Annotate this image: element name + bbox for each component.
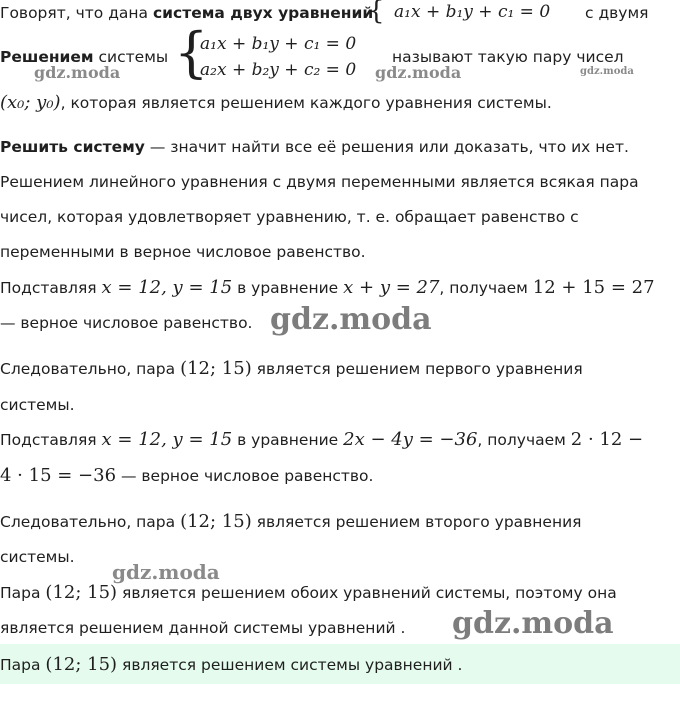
definition-text-2: , которая является решением каждого уравнения системы. [60,94,552,112]
text: Подставляя [0,431,102,449]
solve-text: — значит найти все её решения или доказать, что их нет. [144,138,629,156]
conclusion-2-end: системы. [0,548,75,566]
answer-line [0,654,462,675]
intro-line [0,4,373,22]
math: x = 12, y = 15 [101,277,233,298]
solve-definition [0,138,629,156]
text: , получаем [439,279,533,297]
text: является решением первого уравнения [251,360,583,378]
text: в уравнение [232,279,344,297]
math: 4 · 15 = −36 [0,465,117,486]
intro-bold: система двух уравнений [152,4,374,22]
system-brace-top: { [368,0,385,26]
math: (12; 15) [180,511,252,532]
math: 12 + 15 = 27 [532,277,655,298]
watermark-logo: gdz.moda [452,606,614,641]
watermark-logo: gdz.moda [375,63,462,82]
text: является решением второго уравнения [251,513,582,531]
text: в уравнение [232,431,344,449]
math: 2 · 12 − [570,429,644,450]
substitution-result-1: — верное числовое равенство. [0,314,253,332]
text: — верное числовое равенство. [116,467,374,485]
definition-line-2 [0,92,552,113]
system-equation-1: a₁x + b₁y + c₁ = 0 [200,34,357,54]
watermark-logo: gdz.moda [34,63,121,82]
text: , получаем [477,431,571,449]
paragraph-line: чисел, которая удовлетворяет уравнению, т. е. обращает равенство с [0,208,579,226]
intro-prefix: Говорят, что дана [0,4,153,22]
math: 2x − 4y = −36 [343,429,478,450]
math: (12; 15) [180,358,252,379]
paragraph-line: Решением линейного уравнения с двумя переменными является всякая пара [0,173,639,191]
system-equation-2: a₂x + b₂y + c₂ = 0 [200,60,357,80]
definition-bold: Решением [0,48,94,66]
math: (12; 15) [45,582,118,603]
text: является решением системы уравнений . [117,656,463,674]
text: Пара [0,584,46,602]
conclusion-1 [0,358,583,379]
system-brace: { [174,21,209,84]
text: Подставляя [0,279,102,297]
substitution-line-1 [0,277,655,298]
substitution-line-2 [0,429,643,450]
solve-bold: Решить систему [0,138,145,156]
math: x = 12, y = 15 [101,429,233,450]
text: является решением обоих уравнений системы, поэтому она [117,584,617,602]
pair-math: (x₀; y₀) [0,92,61,113]
conclusion-2 [0,511,582,532]
definition-text: системы [93,48,169,66]
conclusion-3-end: является решением данной системы уравнений . [0,619,406,637]
text: Пара [0,656,46,674]
math: x + y = 27 [343,277,440,298]
paragraph-line: переменными в верное числовое равенство. [0,243,366,261]
substitution-result-2 [0,465,373,486]
conclusion-1-end: системы. [0,396,75,414]
watermark-logo: gdz.moda [112,560,220,584]
text: Следовательно, пара [0,360,181,378]
conclusion-3 [0,582,617,603]
watermark-logo: gdz.moda [580,66,634,77]
math: (12; 15) [45,654,118,675]
intro-suffix: с двумя [585,4,649,22]
system-equation-top: a₁x + b₁y + c₁ = 0 [394,2,551,22]
text: Следовательно, пара [0,513,181,531]
definition-suffix: называют такую пару чисел [392,48,624,66]
watermark-logo: gdz.moda [270,302,432,337]
